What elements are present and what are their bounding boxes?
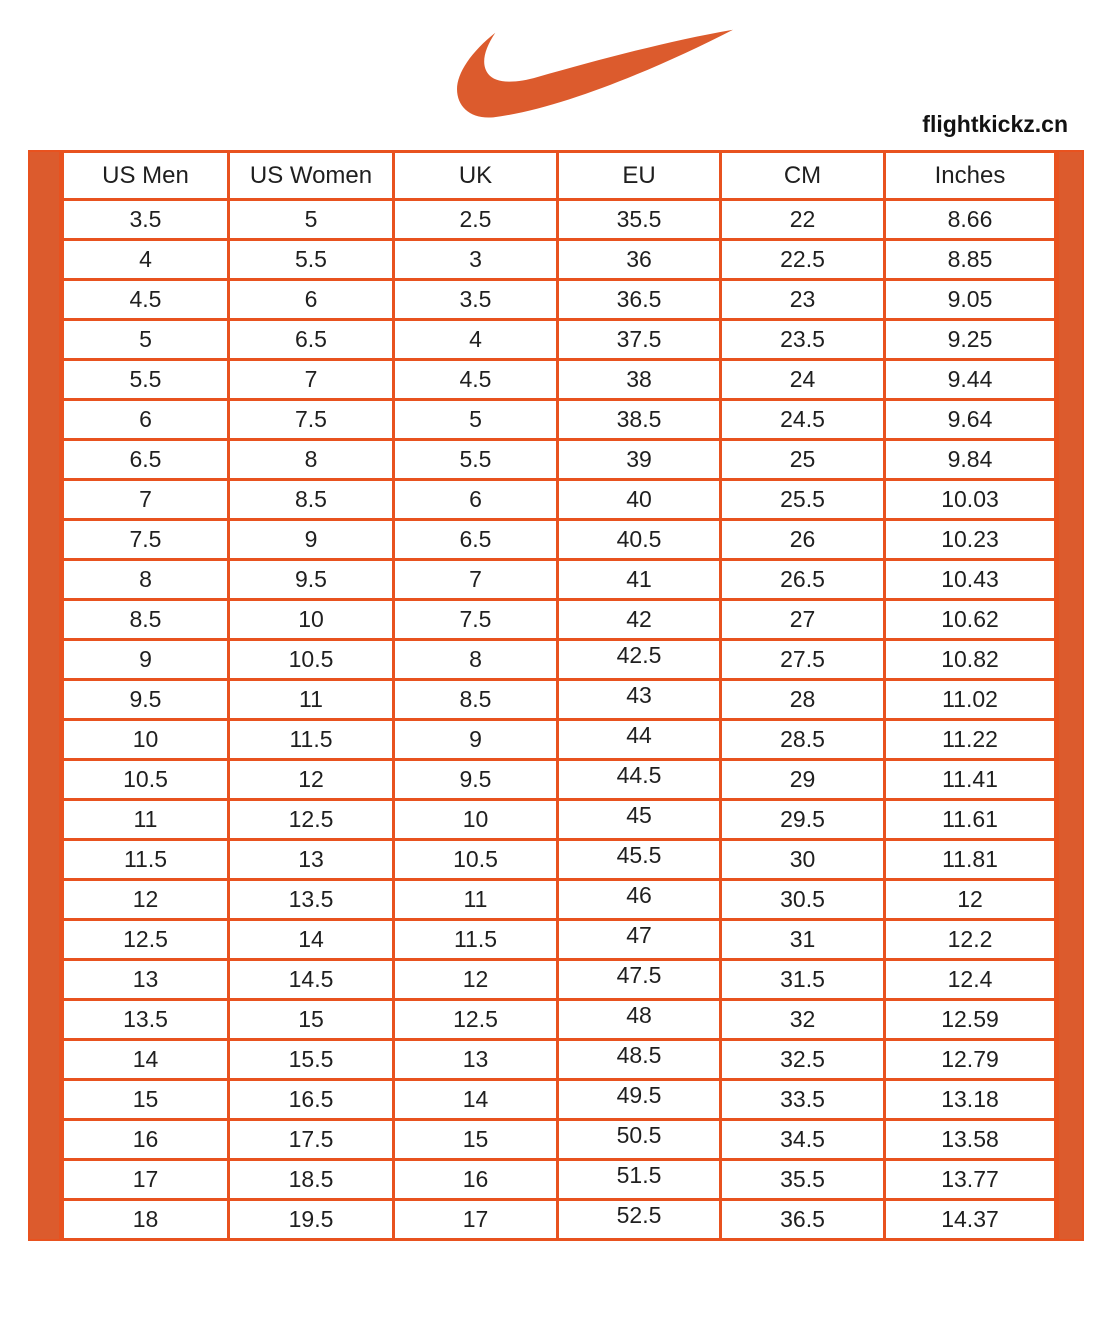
column-header-eu: EU bbox=[558, 152, 721, 200]
cell-eu: 47 bbox=[558, 920, 721, 960]
cell-us-women: 8.5 bbox=[229, 480, 394, 520]
cell-eu: 38.5 bbox=[558, 400, 721, 440]
cell-us-women: 6.5 bbox=[229, 320, 394, 360]
site-watermark: flightkickz.cn bbox=[922, 111, 1068, 137]
cell-uk: 11 bbox=[394, 880, 558, 920]
cell-cm: 30.5 bbox=[721, 880, 885, 920]
table-row bbox=[63, 600, 1056, 640]
cell-inches: 8.85 bbox=[885, 240, 1056, 280]
cell-inches: 9.64 bbox=[885, 400, 1056, 440]
cell-eu: 36 bbox=[558, 240, 721, 280]
cell-eu: 48.5 bbox=[558, 1040, 721, 1080]
size-chart bbox=[28, 150, 1084, 1241]
cell-us-women: 18.5 bbox=[229, 1160, 394, 1200]
cell-eu: 42.5 bbox=[558, 640, 721, 680]
cell-cm: 24.5 bbox=[721, 400, 885, 440]
cell-cm: 32 bbox=[721, 1000, 885, 1040]
cell-us-men: 15 bbox=[63, 1080, 229, 1120]
cell-us-men: 8 bbox=[63, 560, 229, 600]
cell-cm: 33.5 bbox=[721, 1080, 885, 1120]
cell-uk: 3.5 bbox=[394, 280, 558, 320]
cell-uk: 11.5 bbox=[394, 920, 558, 960]
cell-us-men: 8.5 bbox=[63, 600, 229, 640]
cell-inches: 14.37 bbox=[885, 1200, 1056, 1240]
cell-eu: 40 bbox=[558, 480, 721, 520]
cell-us-men: 7.5 bbox=[63, 520, 229, 560]
table-body bbox=[63, 200, 1056, 1240]
cell-cm: 25 bbox=[721, 440, 885, 480]
table-row bbox=[63, 240, 1056, 280]
column-header-us-men: US Men bbox=[63, 152, 229, 200]
table-row bbox=[63, 480, 1056, 520]
cell-uk: 12 bbox=[394, 960, 558, 1000]
cell-us-men: 17 bbox=[63, 1160, 229, 1200]
cell-us-men: 5 bbox=[63, 320, 229, 360]
cell-eu: 40.5 bbox=[558, 520, 721, 560]
cell-uk: 10.5 bbox=[394, 840, 558, 880]
cell-cm: 25.5 bbox=[721, 480, 885, 520]
cell-us-women: 7 bbox=[229, 360, 394, 400]
cell-eu: 41 bbox=[558, 560, 721, 600]
cell-uk: 7.5 bbox=[394, 600, 558, 640]
cell-us-men: 12 bbox=[63, 880, 229, 920]
cell-cm: 26.5 bbox=[721, 560, 885, 600]
column-header-uk: UK bbox=[394, 152, 558, 200]
table-row bbox=[63, 880, 1056, 920]
cell-uk: 5 bbox=[394, 400, 558, 440]
cell-uk: 8 bbox=[394, 640, 558, 680]
cell-eu: 38 bbox=[558, 360, 721, 400]
cell-uk: 15 bbox=[394, 1120, 558, 1160]
nike-swoosh-icon bbox=[455, 25, 733, 121]
cell-eu: 44 bbox=[558, 720, 721, 760]
cell-us-women: 5.5 bbox=[229, 240, 394, 280]
cell-us-men: 4 bbox=[63, 240, 229, 280]
nike-swoosh-logo bbox=[455, 25, 733, 121]
left-accent-bar bbox=[28, 150, 61, 1241]
cell-us-women: 16.5 bbox=[229, 1080, 394, 1120]
cell-cm: 31.5 bbox=[721, 960, 885, 1000]
cell-uk: 4.5 bbox=[394, 360, 558, 400]
cell-cm: 32.5 bbox=[721, 1040, 885, 1080]
table-row bbox=[63, 960, 1056, 1000]
cell-inches: 11.22 bbox=[885, 720, 1056, 760]
cell-eu: 39 bbox=[558, 440, 721, 480]
cell-us-women: 7.5 bbox=[229, 400, 394, 440]
column-header-us-women: US Women bbox=[229, 152, 394, 200]
cell-us-women: 9.5 bbox=[229, 560, 394, 600]
cell-us-men: 10 bbox=[63, 720, 229, 760]
cell-cm: 26 bbox=[721, 520, 885, 560]
cell-eu: 43 bbox=[558, 680, 721, 720]
cell-eu: 48 bbox=[558, 1000, 721, 1040]
cell-eu: 50.5 bbox=[558, 1120, 721, 1160]
cell-inches: 11.02 bbox=[885, 680, 1056, 720]
cell-cm: 34.5 bbox=[721, 1120, 885, 1160]
cell-cm: 23.5 bbox=[721, 320, 885, 360]
cell-cm: 29.5 bbox=[721, 800, 885, 840]
cell-eu: 36.5 bbox=[558, 280, 721, 320]
cell-cm: 27 bbox=[721, 600, 885, 640]
cell-inches: 9.44 bbox=[885, 360, 1056, 400]
cell-us-men: 4.5 bbox=[63, 280, 229, 320]
cell-us-women: 19.5 bbox=[229, 1200, 394, 1240]
cell-us-men: 3.5 bbox=[63, 200, 229, 240]
cell-us-men: 10.5 bbox=[63, 760, 229, 800]
cell-us-women: 13.5 bbox=[229, 880, 394, 920]
cell-inches: 11.81 bbox=[885, 840, 1056, 880]
table-row bbox=[63, 520, 1056, 560]
cell-eu: 37.5 bbox=[558, 320, 721, 360]
cell-us-men: 6.5 bbox=[63, 440, 229, 480]
table-row bbox=[63, 760, 1056, 800]
table-row bbox=[63, 440, 1056, 480]
cell-eu: 35.5 bbox=[558, 200, 721, 240]
cell-inches: 9.05 bbox=[885, 280, 1056, 320]
cell-us-women: 12.5 bbox=[229, 800, 394, 840]
cell-us-women: 12 bbox=[229, 760, 394, 800]
column-header-inches: Inches bbox=[885, 152, 1056, 200]
table-row bbox=[63, 920, 1056, 960]
cell-us-women: 6 bbox=[229, 280, 394, 320]
table-row bbox=[63, 640, 1056, 680]
table-row bbox=[63, 320, 1056, 360]
cell-uk: 2.5 bbox=[394, 200, 558, 240]
cell-eu: 45.5 bbox=[558, 840, 721, 880]
cell-cm: 31 bbox=[721, 920, 885, 960]
table-row bbox=[63, 1000, 1056, 1040]
cell-us-men: 9.5 bbox=[63, 680, 229, 720]
cell-eu: 45 bbox=[558, 800, 721, 840]
cell-us-men: 5.5 bbox=[63, 360, 229, 400]
right-accent-bar bbox=[1057, 150, 1084, 1241]
cell-eu: 49.5 bbox=[558, 1080, 721, 1120]
cell-cm: 27.5 bbox=[721, 640, 885, 680]
table-row bbox=[63, 1200, 1056, 1240]
cell-cm: 28.5 bbox=[721, 720, 885, 760]
cell-inches: 10.62 bbox=[885, 600, 1056, 640]
cell-inches: 12.79 bbox=[885, 1040, 1056, 1080]
cell-inches: 13.77 bbox=[885, 1160, 1056, 1200]
cell-inches: 12 bbox=[885, 880, 1056, 920]
cell-us-women: 11 bbox=[229, 680, 394, 720]
cell-cm: 29 bbox=[721, 760, 885, 800]
cell-cm: 24 bbox=[721, 360, 885, 400]
cell-uk: 7 bbox=[394, 560, 558, 600]
table-row bbox=[63, 1120, 1056, 1160]
cell-us-men: 9 bbox=[63, 640, 229, 680]
cell-us-women: 15.5 bbox=[229, 1040, 394, 1080]
cell-us-women: 11.5 bbox=[229, 720, 394, 760]
cell-inches: 11.61 bbox=[885, 800, 1056, 840]
cell-uk: 9 bbox=[394, 720, 558, 760]
table-row bbox=[63, 360, 1056, 400]
cell-inches: 9.84 bbox=[885, 440, 1056, 480]
cell-uk: 3 bbox=[394, 240, 558, 280]
cell-uk: 6 bbox=[394, 480, 558, 520]
cell-us-men: 13.5 bbox=[63, 1000, 229, 1040]
table-row bbox=[63, 280, 1056, 320]
cell-us-women: 5 bbox=[229, 200, 394, 240]
cell-eu: 44.5 bbox=[558, 760, 721, 800]
cell-us-women: 14 bbox=[229, 920, 394, 960]
cell-inches: 9.25 bbox=[885, 320, 1056, 360]
cell-eu: 51.5 bbox=[558, 1160, 721, 1200]
cell-uk: 4 bbox=[394, 320, 558, 360]
cell-inches: 12.2 bbox=[885, 920, 1056, 960]
cell-inches: 10.82 bbox=[885, 640, 1056, 680]
cell-inches: 12.4 bbox=[885, 960, 1056, 1000]
size-conversion-table bbox=[61, 150, 1057, 1241]
cell-us-men: 11 bbox=[63, 800, 229, 840]
cell-uk: 5.5 bbox=[394, 440, 558, 480]
cell-cm: 28 bbox=[721, 680, 885, 720]
cell-cm: 30 bbox=[721, 840, 885, 880]
cell-inches: 10.23 bbox=[885, 520, 1056, 560]
table-row bbox=[63, 1040, 1056, 1080]
cell-inches: 12.59 bbox=[885, 1000, 1056, 1040]
cell-uk: 9.5 bbox=[394, 760, 558, 800]
cell-us-men: 13 bbox=[63, 960, 229, 1000]
cell-inches: 8.66 bbox=[885, 200, 1056, 240]
cell-us-women: 8 bbox=[229, 440, 394, 480]
cell-us-women: 14.5 bbox=[229, 960, 394, 1000]
cell-us-men: 18 bbox=[63, 1200, 229, 1240]
column-header-cm: CM bbox=[721, 152, 885, 200]
table-row bbox=[63, 800, 1056, 840]
cell-us-men: 14 bbox=[63, 1040, 229, 1080]
cell-inches: 11.41 bbox=[885, 760, 1056, 800]
cell-inches: 13.58 bbox=[885, 1120, 1056, 1160]
cell-inches: 10.03 bbox=[885, 480, 1056, 520]
cell-us-men: 6 bbox=[63, 400, 229, 440]
cell-uk: 10 bbox=[394, 800, 558, 840]
cell-eu: 47.5 bbox=[558, 960, 721, 1000]
cell-us-women: 13 bbox=[229, 840, 394, 880]
cell-uk: 13 bbox=[394, 1040, 558, 1080]
cell-us-women: 10 bbox=[229, 600, 394, 640]
cell-uk: 14 bbox=[394, 1080, 558, 1120]
cell-uk: 8.5 bbox=[394, 680, 558, 720]
cell-uk: 17 bbox=[394, 1200, 558, 1240]
table-row bbox=[63, 1080, 1056, 1120]
table-row bbox=[63, 680, 1056, 720]
cell-us-women: 17.5 bbox=[229, 1120, 394, 1160]
table-row bbox=[63, 1160, 1056, 1200]
cell-cm: 22 bbox=[721, 200, 885, 240]
cell-us-men: 12.5 bbox=[63, 920, 229, 960]
cell-us-women: 10.5 bbox=[229, 640, 394, 680]
header-row bbox=[63, 152, 1056, 200]
cell-uk: 16 bbox=[394, 1160, 558, 1200]
cell-us-women: 15 bbox=[229, 1000, 394, 1040]
cell-uk: 12.5 bbox=[394, 1000, 558, 1040]
table-row bbox=[63, 720, 1056, 760]
cell-eu: 46 bbox=[558, 880, 721, 920]
cell-us-women: 9 bbox=[229, 520, 394, 560]
table-row bbox=[63, 400, 1056, 440]
table-row bbox=[63, 840, 1056, 880]
table-row bbox=[63, 560, 1056, 600]
cell-cm: 22.5 bbox=[721, 240, 885, 280]
cell-uk: 6.5 bbox=[394, 520, 558, 560]
cell-cm: 35.5 bbox=[721, 1160, 885, 1200]
cell-inches: 10.43 bbox=[885, 560, 1056, 600]
cell-cm: 36.5 bbox=[721, 1200, 885, 1240]
table-row bbox=[63, 200, 1056, 240]
cell-us-men: 11.5 bbox=[63, 840, 229, 880]
cell-us-men: 7 bbox=[63, 480, 229, 520]
cell-cm: 23 bbox=[721, 280, 885, 320]
cell-inches: 13.18 bbox=[885, 1080, 1056, 1120]
cell-us-men: 16 bbox=[63, 1120, 229, 1160]
cell-eu: 42 bbox=[558, 600, 721, 640]
cell-eu: 52.5 bbox=[558, 1200, 721, 1240]
